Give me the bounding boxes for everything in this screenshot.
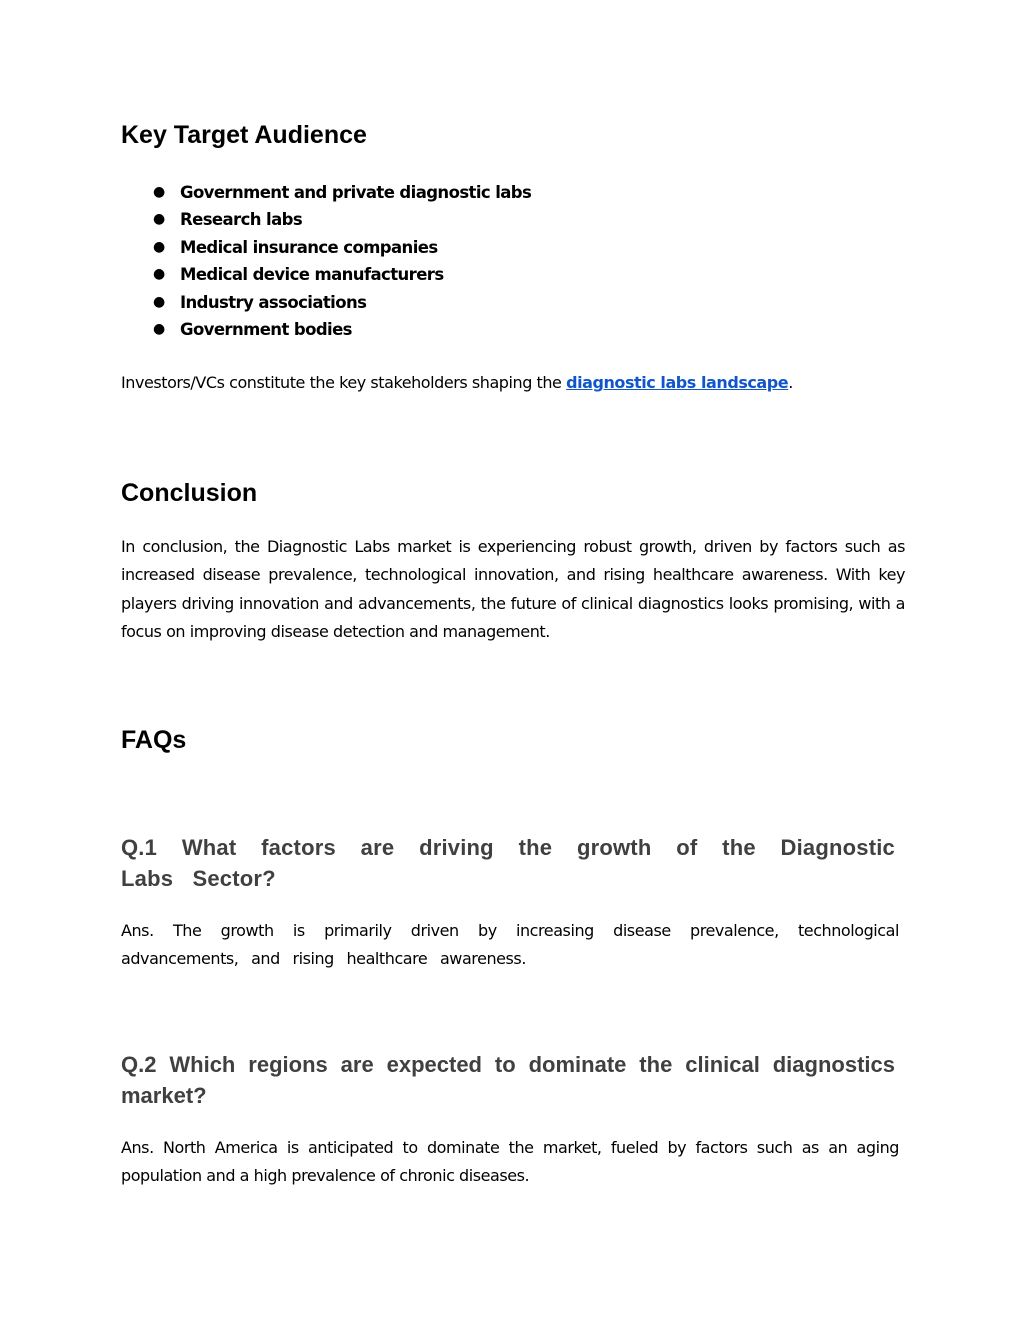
list-item [121,206,821,233]
bullet-icon: ● [153,293,166,310]
list-item-text: Research labs [180,210,303,230]
investors-period: . [788,373,793,392]
key-target-audience-heading: Key Target Audience [121,121,367,149]
bullet-icon: ● [153,320,166,337]
list-item-text: Medical device manufacturers [180,265,444,285]
faq-answer-1: Ans. The growth is primarily driven by increasing disease prevalence, technological advancements, and rising healthcare awareness. [121,921,899,969]
faq-question-1: Q.1 What factors are driving the growth of the Diagnostic Labs Sector? [121,835,895,891]
investors-text: Investors/VCs constitute the key stakeholders shaping the [121,373,567,392]
bullet-icon: ● [153,211,166,228]
conclusion-paragraph: In conclusion, the Diagnostic Labs market is experiencing robust growth, driven by factors such as increased disease prevalence, technological innovation, and rising healthcare awareness. With key players driving innovation and advancements, the future of clinical diagnostics looks promising, with a focus on improving disease detection and management. [121,537,905,641]
list-item [121,316,821,343]
bullet-icon: ● [153,184,166,200]
conclusion-heading: Conclusion [121,479,258,507]
bullet-icon: ● [153,266,166,283]
list-item [121,234,821,261]
audience-list [121,179,821,343]
list-item-text: Industry associations [180,292,367,312]
faqs-heading: FAQs [121,726,187,754]
list-item [121,289,821,316]
list-item [121,179,821,206]
list-item-text: Medical insurance companies [180,237,438,257]
list-item-text: Government bodies [180,319,352,339]
faq-answer-2: Ans. North America is anticipated to dominate the market, fueled by factors such as an aging population and a high prevalence of chronic diseases. [121,1138,899,1186]
faq-question-2: Q.2 Which regions are expected to dominate the clinical diagnostics market? [121,1052,895,1108]
investors-paragraph [121,369,906,397]
bullet-icon: ● [153,238,166,255]
diagnostic-labs-landscape-link[interactable]: diagnostic labs landscape [566,373,789,392]
list-item-text: Government and private diagnostic labs [180,183,532,202]
list-item [121,261,821,288]
